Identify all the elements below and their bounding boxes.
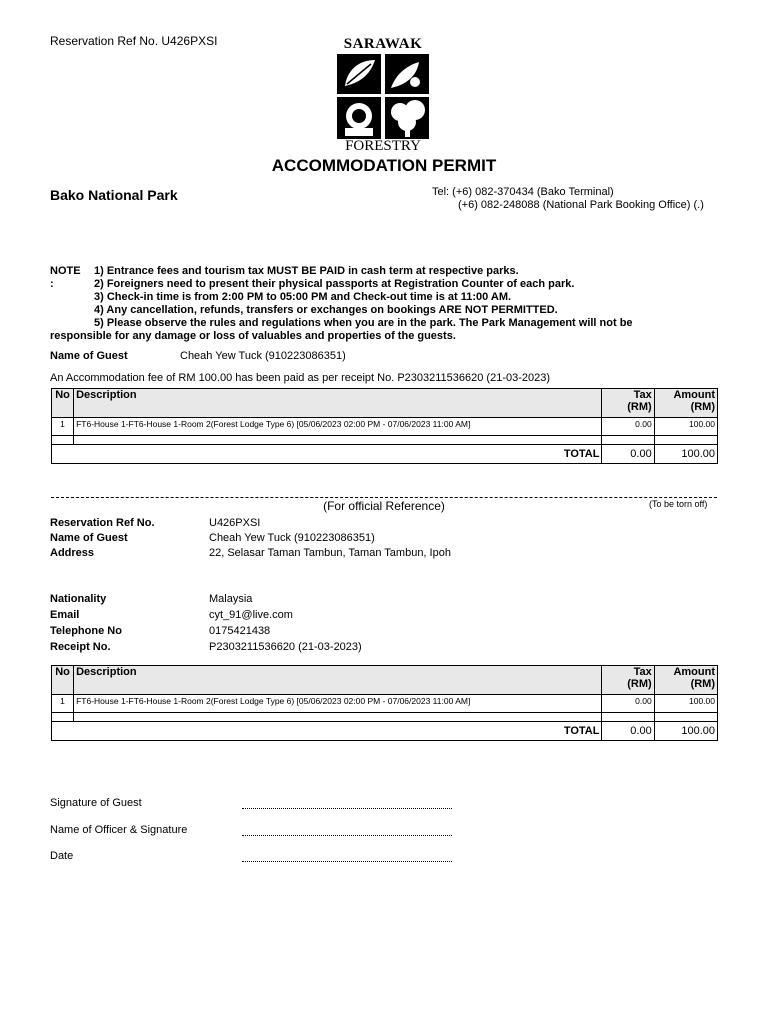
col-amount-header: Amount (RM) [654, 666, 717, 695]
field-value: U426PXSI [209, 517, 261, 529]
table-row: 1 FT6-House 1-FT6-House 1-Room 2(Forest Lodge Type 6) [05/06/2023 02:00 PM - 07/06/2023 11:00 AM] 0.00 100.00 [52, 695, 718, 713]
col-description-header: Description [74, 389, 602, 418]
field-value: Cheah Yew Tuck (910223086351) [209, 532, 375, 544]
official-reference-heading: (For official Reference) [323, 499, 445, 513]
field-label: Name of Guest [50, 532, 128, 544]
note-line: 2) Foreigners need to present their physical passports at Registration Counter of each park. [94, 278, 575, 290]
note-line: 1) Entrance fees and tourism tax MUST BE PAID in cash term at respective parks. [94, 265, 519, 277]
col-tax-header: Tax (RM) [602, 389, 654, 418]
park-tel-line2: (+6) 082-248088 (National Park Booking Office) (.) [458, 199, 704, 211]
guest-name-label: Name of Guest [50, 350, 128, 362]
field-value: 22, Selasar Taman Tambun, Taman Tambun, Ipoh [209, 547, 451, 559]
note-line: 3) Check-in time is from 2:00 PM to 05:00 PM and Check-out time is at 11:00 AM. [94, 291, 512, 303]
fee-statement: An Accommodation fee of RM 100.00 has been paid as per receipt No. P2303211536620 (21-03-2023) [50, 372, 551, 384]
col-description-header: Description [74, 666, 602, 695]
field-value: P2303211536620 (21-03-2023) [209, 641, 362, 653]
logo-emblem-icon [333, 36, 433, 154]
col-tax-header: Tax (RM) [602, 666, 654, 695]
col-no-header: No [52, 389, 74, 418]
field-label: Receipt No. [50, 641, 111, 653]
field-value: Malaysia [209, 593, 253, 605]
total-row: TOTAL 0.00 100.00 [52, 445, 718, 464]
total-row: TOTAL 0.00 100.00 [52, 722, 718, 741]
park-name: Bako National Park [50, 187, 178, 203]
field-label: Telephone No [50, 625, 122, 637]
field-value: cyt_91@live.com [209, 609, 293, 621]
field-label: Nationality [50, 593, 107, 605]
field-value: 0175421438 [209, 625, 271, 637]
official-accommodation-table [51, 665, 718, 741]
table-row: 1 FT6-House 1-FT6-House 1-Room 2(Forest Lodge Type 6) [05/06/2023 02:00 PM - 07/06/2023 11:00 AM] 0.00 100.00 [52, 418, 718, 436]
col-amount-header: Amount (RM) [654, 389, 717, 418]
tear-off-dashed-line [51, 497, 717, 498]
col-no-header: No [52, 666, 74, 695]
field-label: Reservation Ref No. [50, 517, 155, 529]
row-description: FT6-House 1-FT6-House 1-Room 2(Forest Lodge Type 6) [05/06/2023 02:00 PM - 07/06/2023 11:00 AM] [74, 695, 602, 713]
field-label: Address [50, 547, 95, 559]
note-line: responsible for any damage or loss of valuables and properties of the guests. [50, 330, 456, 342]
note-line: 4) Any cancellation, refunds, transfers or exchanges on bookings ARE NOT PERMITTED. [94, 304, 558, 316]
page-title: ACCOMMODATION PERMIT [271, 156, 497, 175]
date-line [242, 861, 452, 862]
tear-off-note: (To be torn off) [649, 499, 708, 509]
note-line: 5) Please observe the rules and regulations when you are in the park. The Park Management will not be [94, 317, 633, 329]
park-tel-line1: Tel: (+6) 082-370434 (Bako Terminal) [432, 186, 614, 198]
logo-text-bottom: FORESTRY [345, 138, 421, 154]
signature-guest-label: Signature of Guest [50, 797, 142, 809]
officer-signature-label: Name of Officer & Signature [50, 824, 188, 836]
row-description: FT6-House 1-FT6-House 1-Room 2(Forest Lodge Type 6) [05/06/2023 02:00 PM - 07/06/2023 11:00 AM] [74, 418, 602, 436]
officer-signature-line [242, 835, 452, 836]
guest-name-value: Cheah Yew Tuck (910223086351) [180, 350, 346, 362]
logo-text-top: SARAWAK [343, 36, 423, 52]
reservation-ref-header: Reservation Ref No. U426PXSI [50, 34, 218, 48]
field-label: Email [50, 609, 80, 621]
date-label: Date [50, 850, 74, 862]
accommodation-table [51, 388, 718, 464]
note-label: NOTE : [50, 265, 81, 290]
sarawak-forestry-logo [333, 36, 433, 154]
signature-guest-line [242, 808, 452, 809]
